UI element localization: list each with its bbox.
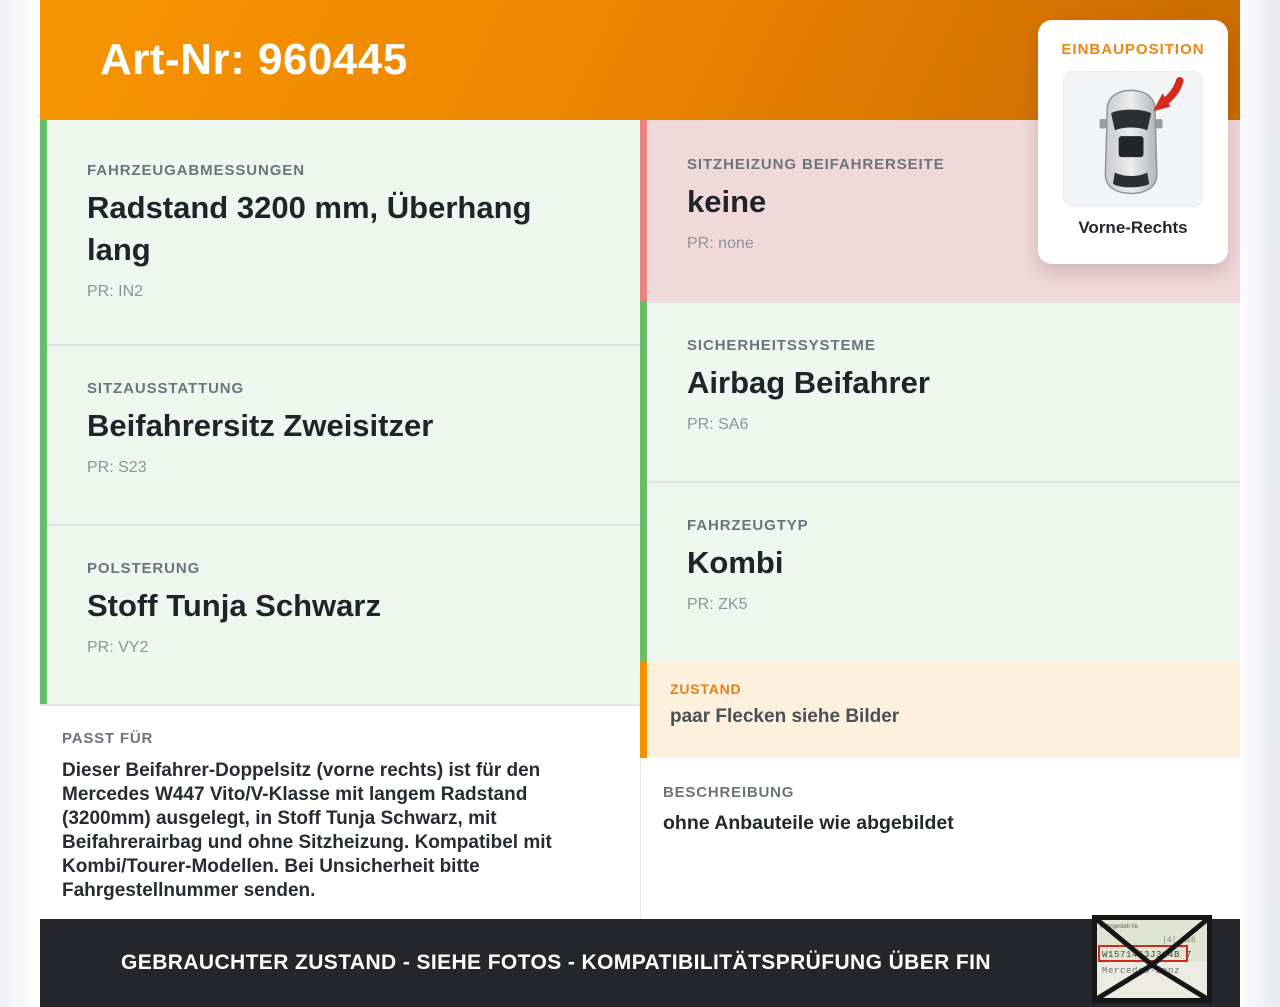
spec-label: SITZAUSSTATTUNG [87,380,245,397]
spec-card-fahrzeugtyp [640,481,1240,661]
spec-card-polsterung [40,524,640,704]
page-title: Art-Nr: 960445 [100,35,408,84]
spec-pr-code: PR: ZK5 [687,596,748,613]
spec-pr-code: PR: SA6 [687,416,749,433]
passt-fuer-label: PASST FÜR [62,730,154,747]
spec-label: FAHRZEUGTYP [687,517,809,534]
spec-pr-code: PR: VY2 [87,639,149,656]
spec-pr-code: PR: S23 [87,459,147,476]
spec-card-sicherheitssysteme [640,301,1240,481]
spec-label: FAHRZEUGABMESSUNGEN [87,162,305,179]
spec-card-sitzausstattung [40,344,640,524]
doc-fin-label: Fahrgestell-Nr. [1100,924,1140,930]
spec-pr-code: PR: IN2 [87,283,144,300]
spec-label: SICHERHEITSSYSTEME [687,337,876,354]
spec-value: Stoff Tunja Schwarz [87,588,381,623]
zustand-value: paar Flecken siehe Bilder [670,706,900,727]
passt-fuer-section [40,704,640,919]
beschreibung-value: ohne Anbauteile wie abgebildet [663,812,954,834]
spec-value: Kombi [687,545,784,580]
position-label: Vorne-Rechts [1078,218,1188,237]
spec-pr-code: PR: none [687,235,754,252]
doc-field-hint: |4| A16 [1162,936,1196,945]
zustand-card [640,661,1240,758]
einbauposition-card [1038,20,1228,264]
einbauposition-title: EINBAUPOSITION [1061,41,1205,58]
car-body [1100,90,1163,193]
red-arrow-icon [1153,81,1180,112]
spec-value: Beifahrersitz Zweisitzer [87,408,434,443]
beschreibung-label: BESCHREIBUNG [663,784,795,801]
doc-fin-value: W1571463J314B 7 [1102,950,1193,960]
left-column [40,120,640,919]
spec-label: POLSTERUNG [87,560,201,577]
spec-value: keine [687,184,767,219]
product-sheet [40,0,1240,1007]
spec-card-fahrzeugabmessungen [40,120,640,344]
spec-value: Airbag Beifahrer [687,365,930,400]
beschreibung-section [640,758,1240,919]
doc-brand: Mercedes-Benz [1102,966,1181,976]
spec-label: SITZHEIZUNG BEIFAHRERSEITE [687,156,945,173]
footer-bar [40,919,1240,1007]
passt-fuer-text: Dieser Beifahrer-Doppelsitz (vorne rechts) ist für den Mercedes W447 Vito/V-Klasse mit langem Radstand (3200mm) ausgelegt, in Stoff Tunja Schwarz, mit Beifahrerairbag und ohne Sitzheizung. Kompatibel mit Kombi/Tourer-Modellen. Bei Unsicherheit bitte Fahrgestellnummer senden. [62,760,552,901]
position-image-box [1063,71,1203,207]
footer-banner-text: GEBRAUCHTER ZUSTAND - SIEHE FOTOS - KOMPATIBILITÄTSPRÜFUNG ÜBER FIN [121,951,991,974]
spec-value: Radstand 3200 mm, Überhang lang [87,190,532,267]
registration-doc-envelope-icon [1092,915,1212,1003]
car-top-view-icon [1071,77,1195,201]
zustand-label: ZUSTAND [670,681,742,697]
